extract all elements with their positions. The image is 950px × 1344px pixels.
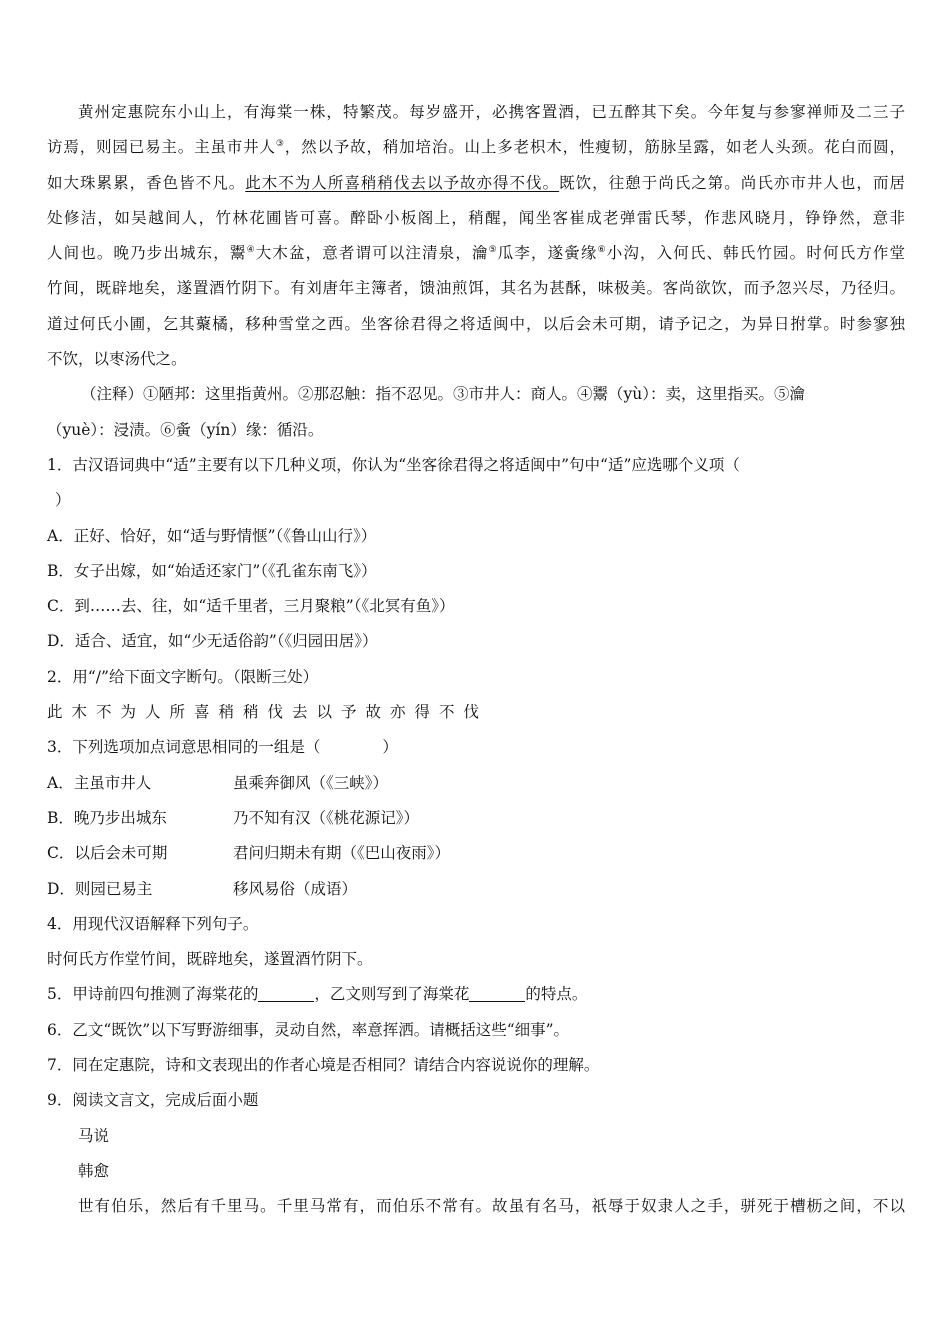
q1-close: ）	[55, 491, 71, 510]
q1-stem: 1．古汉语词典中“适”主要有以下几种义项，你认为“坐客徐君得之将适闽中”句中“适”应选哪个义项（	[47, 455, 740, 474]
answer-blank[interactable]	[469, 985, 525, 1002]
text: 5．甲诗前四句推测了海棠花的	[47, 985, 259, 1004]
text: ，乙文则写到了海棠花	[314, 985, 470, 1004]
q1-option-a: A．正好、恰好，如“适与野情惬”（《鲁山山行》）	[47, 526, 377, 545]
q3-option-c	[47, 836, 905, 871]
passage-line: 黄州定惠院东小山上，有海棠一株，特繁茂。每岁盛开，必携客置酒，已五醉其下矣。今年复与参寥禅师及二三子	[78, 103, 905, 121]
option-left: D．则园已易主	[47, 879, 153, 898]
q3-stem: 3．下列选项加点词意思相同的一组是（ ）	[47, 738, 398, 757]
text: 人间也。晚乃步出城东，鬻	[47, 244, 247, 263]
q1-option-d: D．适合、适宜，如“少无适俗韵”（《归园田居》）	[47, 632, 378, 651]
passage-line	[47, 166, 905, 201]
option-left: C．以后会未可期	[47, 844, 168, 863]
text: 既饮，往憩于尚氏之第。尚氏亦市井人也，而居	[559, 173, 905, 192]
text: 小沟，入何氏、韩氏竹园。时何氏方作堂	[606, 244, 905, 263]
passage-line: 道过何氏小圃，乞其藂橘，移种雪堂之西。坐客徐君得之将适闽中，以后会未可期，请予记之，为异日拊掌。时参寥独	[47, 314, 905, 333]
document	[47, 95, 905, 1225]
q3-option-a	[47, 766, 905, 801]
footnote-mark: ⑥	[597, 245, 607, 256]
passage-line: 不饮，以枣汤代之。	[47, 350, 187, 369]
passage-line: 处修洁，如吴越间人，竹林花圃皆可喜。醉卧小板阁上，稍醒，闻坐客崔成老弹雷氏琴，作悲风晓月，铮铮然，意非	[47, 208, 905, 227]
q9-stem: 9．阅读文言文，完成后面小题	[47, 1091, 259, 1110]
q7: 7．同在定惠院，诗和文表现出的作者心境是否相同？请结合内容说说你的理解。	[47, 1056, 600, 1075]
passage-line: 竹间，既辟地矣，遂置酒竹阴下。有刘唐年主簿者，馈油煎饵，其名为甚酥，味极美。客尚欲饮，而予忽兴尽，乃径归。	[47, 279, 905, 298]
q9-text-line: 世有伯乐，然后有千里马。千里马常有，而伯乐不常有。故虽有名马，祇辱于奴隶人之手，骈死于槽枥之间，不以	[78, 1197, 905, 1216]
q5	[47, 977, 905, 1012]
q9-author: 韩愈	[78, 1161, 110, 1180]
footnote-mark: ⑤	[488, 245, 498, 256]
q4-sentence: 时何氏方作堂竹间，既辟地矣，遂置酒竹阴下。	[47, 950, 373, 969]
q9-title: 马说	[78, 1126, 110, 1145]
option-left: B．晚乃步出城东	[47, 808, 167, 827]
q3-option-d	[47, 872, 905, 907]
passage-line	[47, 130, 905, 165]
text: 访焉，则园已易主。主虽市井人	[47, 138, 276, 157]
underlined-sentence: 此木不为人所喜稍稍伐去以予故亦得不伐。	[245, 173, 560, 192]
q2-text: 此木不为人所喜稍稍伐去以予故亦得不伐	[47, 703, 489, 722]
answer-blank[interactable]	[258, 985, 314, 1002]
text: 的特点。	[525, 985, 588, 1004]
option-right: 移风易俗（成语）	[233, 879, 358, 898]
option-right: 乃不知有汉（《桃花源记》）	[233, 808, 420, 827]
footnote-mark: ③	[275, 139, 285, 150]
text: 如大珠累累，香色皆不凡。	[47, 173, 246, 192]
q2-stem: 2．用“/”给下面文字断句。（限断三处）	[47, 667, 319, 686]
q6: 6．乙文“既饮”以下写野游细事，灵动自然，率意挥洒。请概括这些“细事”。	[47, 1020, 570, 1039]
q3-option-b	[47, 801, 905, 836]
notes-line: （yuè）：浸渍。⑥夤（yín）缘：循沿。	[47, 420, 324, 439]
option-right: 虽乘奔御风（《三峡》）	[233, 773, 389, 792]
q4-stem: 4．用现代汉语解释下列句子。	[47, 914, 259, 933]
text: 大木盆，意者谓可以注清泉，瀹	[255, 244, 489, 263]
notes-line: （注释）①陋邦：这里指黄州。②那忍触：指不忍见。③市井人：商人。④鬻（yù）：卖，这里指买。⑤瀹	[81, 385, 805, 404]
footnote-mark: ④	[246, 245, 256, 256]
q1-option-b: B．女子出嫁，如“始适还家门”（《孔雀东南飞》）	[47, 561, 377, 580]
text: 瓜李，遂夤缘	[497, 244, 598, 263]
option-right: 君问归期未有期（《巴山夜雨》）	[233, 844, 451, 863]
passage-line	[47, 236, 905, 271]
text: ，然以予故，稍加培治。山上多老枳木，性瘦韧，筋脉呈露，如老人头颈。花白而圆，	[284, 138, 905, 157]
q1-option-c: C．到……去、往，如“适千里者，三月聚粮”（《北冥有鱼》）	[47, 597, 455, 616]
option-left: A．主虽市井人	[47, 773, 152, 792]
